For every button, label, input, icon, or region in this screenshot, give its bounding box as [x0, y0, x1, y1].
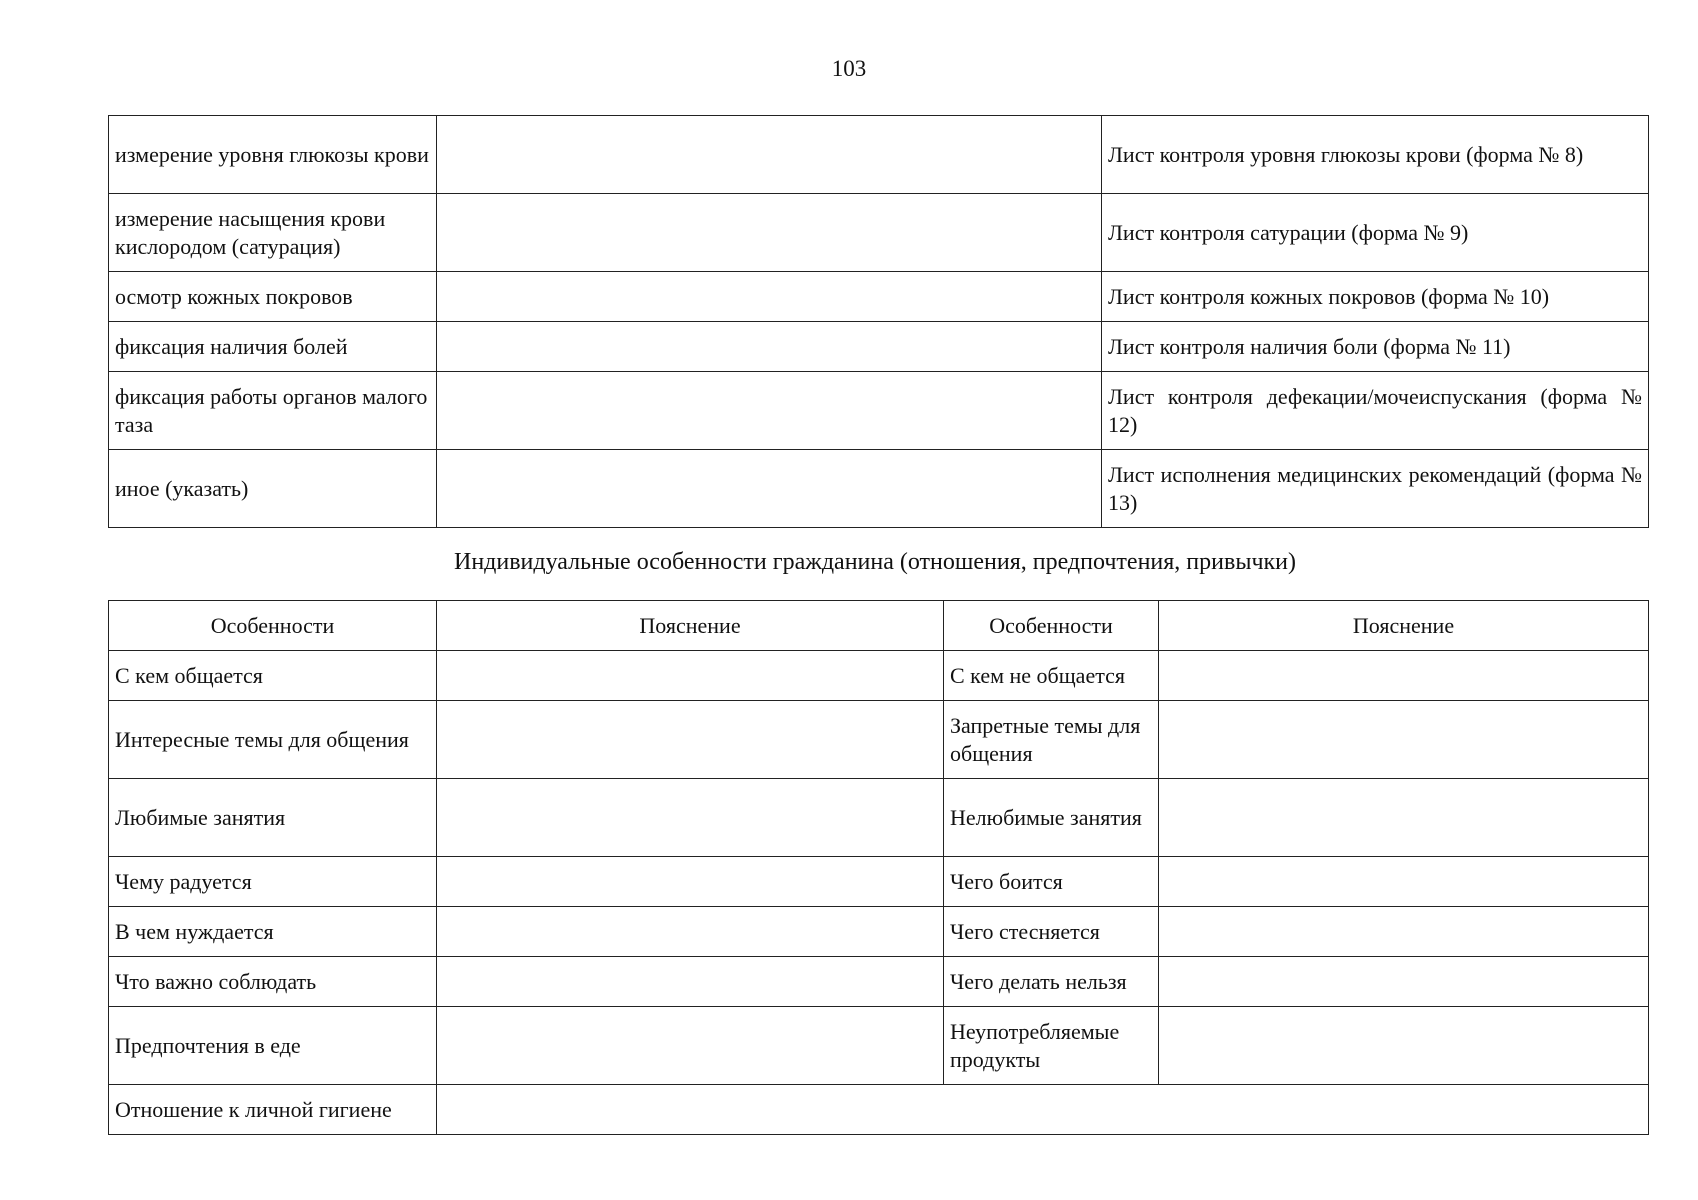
feature-label: С кем не общается: [944, 651, 1159, 701]
activity-cell: фиксация наличия болей: [109, 322, 437, 372]
feature-label: Неупотребляемые продукты: [944, 1007, 1159, 1085]
feature-explanation[interactable]: [1159, 1007, 1649, 1085]
table-row: [109, 322, 1649, 372]
form-cell: Лист контроля уровня глюкозы крови (форма № 8): [1102, 116, 1649, 194]
feature-explanation[interactable]: [1159, 701, 1649, 779]
note-cell[interactable]: [437, 372, 1102, 450]
feature-explanation[interactable]: [1159, 907, 1649, 957]
form-cell: Лист контроля кожных покровов (форма № 10): [1102, 272, 1649, 322]
feature-explanation[interactable]: [437, 779, 944, 857]
form-cell: Лист контроля сатурации (форма № 9): [1102, 194, 1649, 272]
table-row: [109, 651, 1649, 701]
feature-label: Интересные темы для общения: [109, 701, 437, 779]
table-row: [109, 701, 1649, 779]
note-cell[interactable]: [437, 194, 1102, 272]
form-cell: Лист исполнения медицинских рекомендаций (форма № 13): [1102, 450, 1649, 528]
note-cell[interactable]: [437, 322, 1102, 372]
note-cell[interactable]: [437, 116, 1102, 194]
column-header: Пояснение: [1159, 601, 1649, 651]
column-header: Пояснение: [437, 601, 944, 651]
feature-label: Чего стесняется: [944, 907, 1159, 957]
column-header: Особенности: [944, 601, 1159, 651]
feature-label: Нелюбимые занятия: [944, 779, 1159, 857]
feature-explanation[interactable]: [1159, 651, 1649, 701]
feature-label: Чего боится: [944, 857, 1159, 907]
table-row: [109, 907, 1649, 957]
table-header-row: [109, 601, 1649, 651]
feature-label: Отношение к личной гигиене: [109, 1085, 437, 1135]
feature-explanation[interactable]: [1159, 857, 1649, 907]
feature-explanation[interactable]: [437, 907, 944, 957]
feature-explanation[interactable]: [437, 651, 944, 701]
form-cell: Лист контроля наличия боли (форма № 11): [1102, 322, 1649, 372]
note-cell[interactable]: [437, 272, 1102, 322]
section-title: Индивидуальные особенности гражданина (отношения, предпочтения, привычки): [453, 549, 1297, 575]
feature-explanation[interactable]: [437, 857, 944, 907]
activity-cell: иное (указать): [109, 450, 437, 528]
features-table: [108, 600, 1649, 1135]
monitoring-table: [108, 115, 1649, 528]
feature-label: Любимые занятия: [109, 779, 437, 857]
table-row: [109, 116, 1649, 194]
table-row: [109, 1085, 1649, 1135]
activity-cell: измерение уровня глюкозы крови: [109, 116, 437, 194]
note-cell[interactable]: [437, 450, 1102, 528]
activity-cell: измерение насыщения крови кислородом (сатурация): [109, 194, 437, 272]
page-number: 103: [831, 56, 867, 81]
feature-explanation[interactable]: [437, 1007, 944, 1085]
table-row: [109, 194, 1649, 272]
feature-label: Предпочтения в еде: [109, 1007, 437, 1085]
table-row: [109, 450, 1649, 528]
feature-explanation[interactable]: [1159, 957, 1649, 1007]
table-row: [109, 857, 1649, 907]
feature-label: Запретные темы для общения: [944, 701, 1159, 779]
activity-cell: осмотр кожных покровов: [109, 272, 437, 322]
feature-label: Чему радуется: [109, 857, 437, 907]
table-row: [109, 779, 1649, 857]
table-row: [109, 957, 1649, 1007]
table-row: [109, 372, 1649, 450]
table-row: [109, 272, 1649, 322]
feature-explanation[interactable]: [437, 701, 944, 779]
table-row: [109, 1007, 1649, 1085]
feature-label: С кем общается: [109, 651, 437, 701]
feature-label: Что важно соблюдать: [109, 957, 437, 1007]
activity-cell: фиксация работы органов малого таза: [109, 372, 437, 450]
form-cell: Лист контроля дефекации/мочеиспускания (форма № 12): [1102, 372, 1649, 450]
feature-label: Чего делать нельзя: [944, 957, 1159, 1007]
feature-explanation[interactable]: [1159, 779, 1649, 857]
feature-label: В чем нуждается: [109, 907, 437, 957]
column-header: Особенности: [109, 601, 437, 651]
feature-explanation[interactable]: [437, 957, 944, 1007]
feature-explanation[interactable]: [437, 1085, 1649, 1135]
